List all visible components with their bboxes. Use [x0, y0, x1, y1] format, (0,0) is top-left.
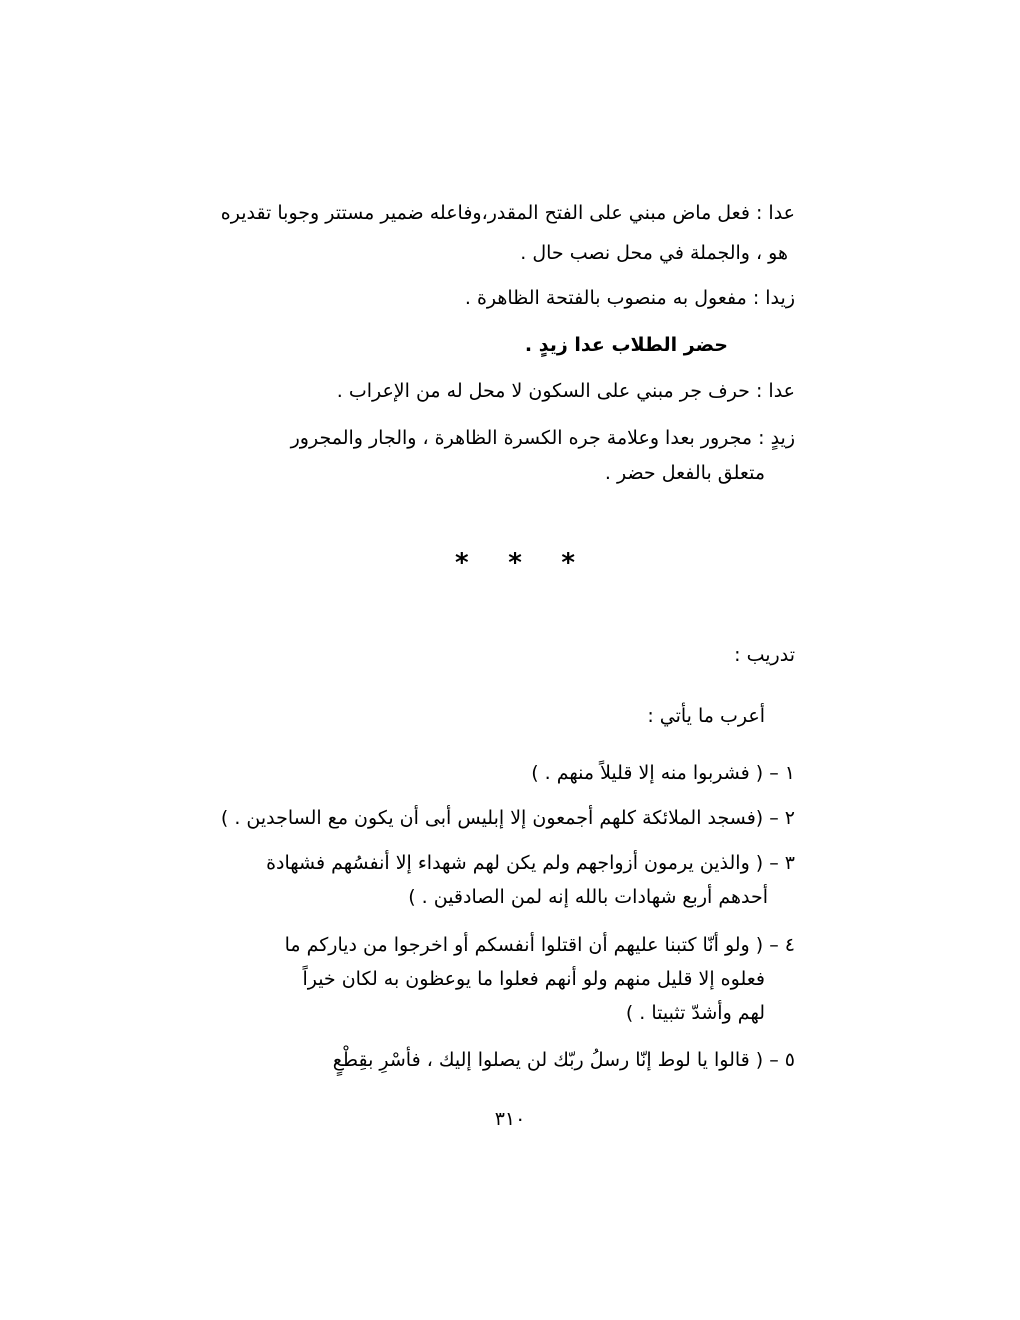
exercise-item-1: ١ – ( فشربوا منه إلا قليلاً منهم . ): [531, 762, 795, 784]
parse-line-ada-preposition: عدا : حرف جر مبني على السكون لا محل له من الإعراب .: [336, 380, 795, 402]
exercise-item-3: ٣ – ( والذين يرمون أزواجهم ولم يكن لهم شهداء إلا أنفسُهم فشهادة: [266, 852, 795, 874]
star-3: *: [561, 548, 575, 578]
parse-line-zaydan: زيدا : مفعول به منصوب بالفتحة الظاهرة .: [464, 287, 795, 309]
example-sentence: حضر الطلاب عدا زيدٍ .: [524, 334, 728, 356]
exercise-item-5: ٥ – ( قالوا يا لوط إنّا رسلُ ربّك لن يصلوا إليك ، فأسْرِ بقِطْعٍ: [332, 1049, 795, 1071]
exercise-heading: تدريب :: [734, 644, 795, 666]
exercise-item-4: ٤ – ( ولو أنّا كتبنا عليهم أن اقتلوا أنفسكم أو اخرجوا من دياركم ما: [284, 934, 795, 956]
parse-line-zaydin: زيدٍ : مجرور بعدا وعلامة جره الكسرة الظاهرة ، والجار والمجرور: [290, 427, 795, 449]
exercise-item-4-cont-2: لهم وأشدّ تثبيتا . ): [625, 1002, 765, 1024]
exercise-item-3-cont: أحدهم أربع شهادات بالله إنه لمن الصادقين . ): [408, 886, 768, 908]
page-number: ٣١٠: [494, 1108, 526, 1130]
parse-line-ada-verb-cont: هو ، والجملة في محل نصب حال .: [520, 242, 788, 264]
exercise-item-4-cont-1: فعلوه إلا قليل منهم ولو أنهم فعلوا ما يوعظون به لكان خيراً: [302, 968, 765, 990]
star-1: *: [455, 548, 469, 578]
exercise-instruction: أعرب ما يأتي :: [647, 705, 765, 727]
parse-line-zaydin-cont: متعلق بالفعل حضر .: [604, 462, 765, 484]
parse-line-ada-verb: عدا : فعل ماض مبني على الفتح المقدر،وفاعله ضمير مستتر وجوبا تقديره: [220, 202, 795, 224]
section-separator: [455, 548, 575, 578]
star-2: *: [508, 548, 522, 578]
exercise-item-2: ٢ – (فسجد الملائكة كلهم أجمعون إلا إبليس أبى أن يكون مع الساجدين . ): [220, 807, 795, 829]
